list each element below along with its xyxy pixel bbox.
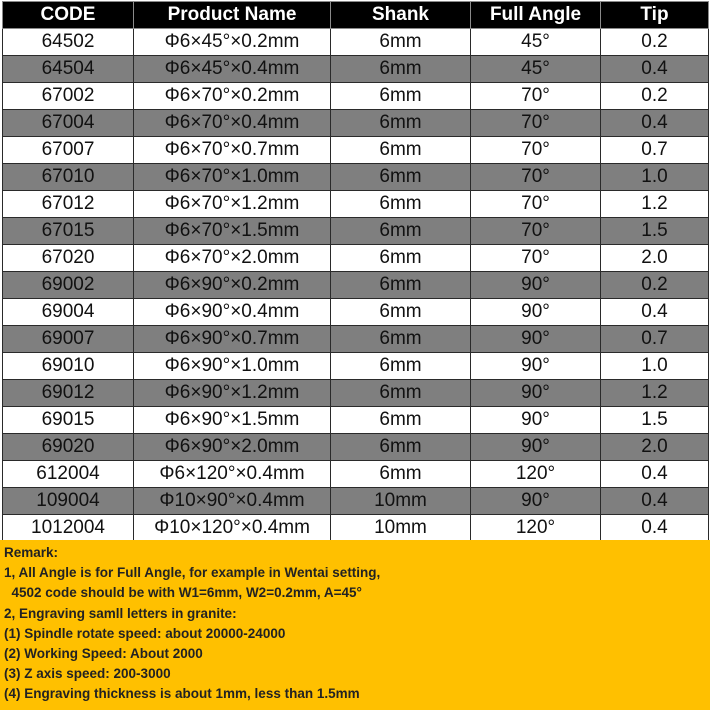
remark-title: Remark: (4, 545, 59, 560)
full-angle-cell: 120° (471, 515, 601, 542)
table-row (3, 488, 709, 515)
remark-line: (3) Z axis speed: 200-3000 (4, 666, 171, 682)
product-name-cell: Φ6×90°×0.4mm (134, 299, 331, 326)
full-angle-cell: 70° (471, 110, 601, 137)
table-row (3, 83, 709, 110)
shank-cell: 6mm (331, 110, 471, 137)
full-angle-cell: 120° (471, 461, 601, 488)
product-name-cell: Φ6×90°×1.2mm (134, 380, 331, 407)
tip-cell: 0.4 (601, 461, 709, 488)
shank-cell: 6mm (331, 353, 471, 380)
product-name-cell: Φ6×70°×2.0mm (134, 245, 331, 272)
product-name-cell: Φ6×90°×0.2mm (134, 272, 331, 299)
shank-cell: 6mm (331, 56, 471, 83)
table-row (3, 29, 709, 56)
shank-cell: 6mm (331, 380, 471, 407)
table-row (3, 110, 709, 137)
code-cell: 67004 (3, 110, 134, 137)
remark-line: 4502 code should be with W1=6mm, W2=0.2mm, A=45° (4, 585, 362, 601)
product-name-cell: Φ6×70°×1.0mm (134, 164, 331, 191)
full-angle-cell: 45° (471, 56, 601, 83)
table-row (3, 434, 709, 461)
full-angle-cell: 90° (471, 272, 601, 299)
remark-line: 2, Engraving samll letters in granite: (4, 605, 237, 621)
shank-cell: 6mm (331, 191, 471, 218)
full-angle-cell: 70° (471, 245, 601, 272)
code-cell: 67020 (3, 245, 134, 272)
code-cell: 109004 (3, 488, 134, 515)
product-name-cell: Φ6×70°×1.2mm (134, 191, 331, 218)
code-cell: 69015 (3, 407, 134, 434)
code-cell: 69010 (3, 353, 134, 380)
code-cell: 69020 (3, 434, 134, 461)
remark-line: (1) Spindle rotate speed: about 20000-24000 (4, 625, 286, 641)
code-cell: 64502 (3, 29, 134, 56)
tip-cell: 0.7 (601, 326, 709, 353)
product-name-cell: Φ6×45°×0.2mm (134, 29, 331, 56)
shank-cell: 10mm (331, 515, 471, 542)
shank-cell: 6mm (331, 326, 471, 353)
full-angle-cell: 90° (471, 380, 601, 407)
code-cell: 612004 (3, 461, 134, 488)
shank-cell: 6mm (331, 272, 471, 299)
tip-cell: 0.4 (601, 515, 709, 542)
shank-cell: 6mm (331, 164, 471, 191)
table-row (3, 218, 709, 245)
full-angle-cell: 90° (471, 299, 601, 326)
shank-cell: 6mm (331, 299, 471, 326)
shank-cell: 6mm (331, 83, 471, 110)
full-angle-cell: 90° (471, 326, 601, 353)
engraving-bit-spec-table (2, 1, 709, 542)
full-angle-cell: 70° (471, 191, 601, 218)
product-name-cell: Φ6×70°×0.2mm (134, 83, 331, 110)
full-angle-cell: 70° (471, 137, 601, 164)
table-row (3, 191, 709, 218)
tip-cell: 2.0 (601, 434, 709, 461)
tip-cell: 0.4 (601, 56, 709, 83)
table-body (3, 29, 709, 542)
tip-cell: 1.0 (601, 353, 709, 380)
code-cell: 69012 (3, 380, 134, 407)
header-shank: Shank (331, 2, 471, 29)
full-angle-cell: 90° (471, 434, 601, 461)
product-name-cell: Φ10×120°×0.4mm (134, 515, 331, 542)
remark-line: (2) Working Speed: About 2000 (4, 646, 203, 662)
product-name-cell: Φ6×70°×0.4mm (134, 110, 331, 137)
remark-line: (4) Engraving thickness is about 1mm, less than 1.5mm (4, 686, 360, 702)
table-row (3, 353, 709, 380)
full-angle-cell: 70° (471, 83, 601, 110)
tip-cell: 0.4 (601, 488, 709, 515)
shank-cell: 6mm (331, 434, 471, 461)
code-cell: 67012 (3, 191, 134, 218)
code-cell: 67007 (3, 137, 134, 164)
product-name-cell: Φ6×120°×0.4mm (134, 461, 331, 488)
table-row (3, 164, 709, 191)
product-name-cell: Φ6×70°×0.7mm (134, 137, 331, 164)
shank-cell: 6mm (331, 137, 471, 164)
header-product-name: Product Name (134, 2, 331, 29)
full-angle-cell: 90° (471, 353, 601, 380)
product-name-cell: Φ6×45°×0.4mm (134, 56, 331, 83)
table-row (3, 137, 709, 164)
tip-cell: 1.5 (601, 407, 709, 434)
full-angle-cell: 70° (471, 164, 601, 191)
code-cell: 69007 (3, 326, 134, 353)
full-angle-cell: 90° (471, 488, 601, 515)
tip-cell: 0.2 (601, 272, 709, 299)
tip-cell: 0.2 (601, 29, 709, 56)
product-name-cell: Φ6×90°×1.5mm (134, 407, 331, 434)
shank-cell: 6mm (331, 29, 471, 56)
tip-cell: 2.0 (601, 245, 709, 272)
code-cell: 67002 (3, 83, 134, 110)
tip-cell: 0.4 (601, 110, 709, 137)
shank-cell: 6mm (331, 245, 471, 272)
shank-cell: 6mm (331, 461, 471, 488)
table-row (3, 245, 709, 272)
table-row (3, 56, 709, 83)
remark-box (0, 540, 710, 710)
remark-line: 1, All Angle is for Full Angle, for example in Wentai setting, (4, 565, 381, 581)
full-angle-cell: 70° (471, 218, 601, 245)
product-name-cell: Φ10×90°×0.4mm (134, 488, 331, 515)
code-cell: 64504 (3, 56, 134, 83)
header-code: CODE (3, 2, 134, 29)
code-cell: 1012004 (3, 515, 134, 542)
product-name-cell: Φ6×70°×1.5mm (134, 218, 331, 245)
tip-cell: 0.4 (601, 299, 709, 326)
header-full-angle: Full Angle (471, 2, 601, 29)
tip-cell: 0.7 (601, 137, 709, 164)
header-tip: Tip (601, 2, 709, 29)
shank-cell: 10mm (331, 488, 471, 515)
full-angle-cell: 45° (471, 29, 601, 56)
table-row (3, 326, 709, 353)
shank-cell: 6mm (331, 407, 471, 434)
full-angle-cell: 90° (471, 407, 601, 434)
table-row (3, 461, 709, 488)
code-cell: 67010 (3, 164, 134, 191)
product-name-cell: Φ6×90°×0.7mm (134, 326, 331, 353)
tip-cell: 1.2 (601, 380, 709, 407)
shank-cell: 6mm (331, 218, 471, 245)
table-row (3, 407, 709, 434)
table-row (3, 272, 709, 299)
tip-cell: 0.2 (601, 83, 709, 110)
tip-cell: 1.2 (601, 191, 709, 218)
table-row (3, 515, 709, 542)
product-name-cell: Φ6×90°×1.0mm (134, 353, 331, 380)
tip-cell: 1.0 (601, 164, 709, 191)
table-header-row (3, 2, 709, 29)
code-cell: 69002 (3, 272, 134, 299)
table-row (3, 380, 709, 407)
product-name-cell: Φ6×90°×2.0mm (134, 434, 331, 461)
tip-cell: 1.5 (601, 218, 709, 245)
code-cell: 69004 (3, 299, 134, 326)
table-row (3, 299, 709, 326)
code-cell: 67015 (3, 218, 134, 245)
